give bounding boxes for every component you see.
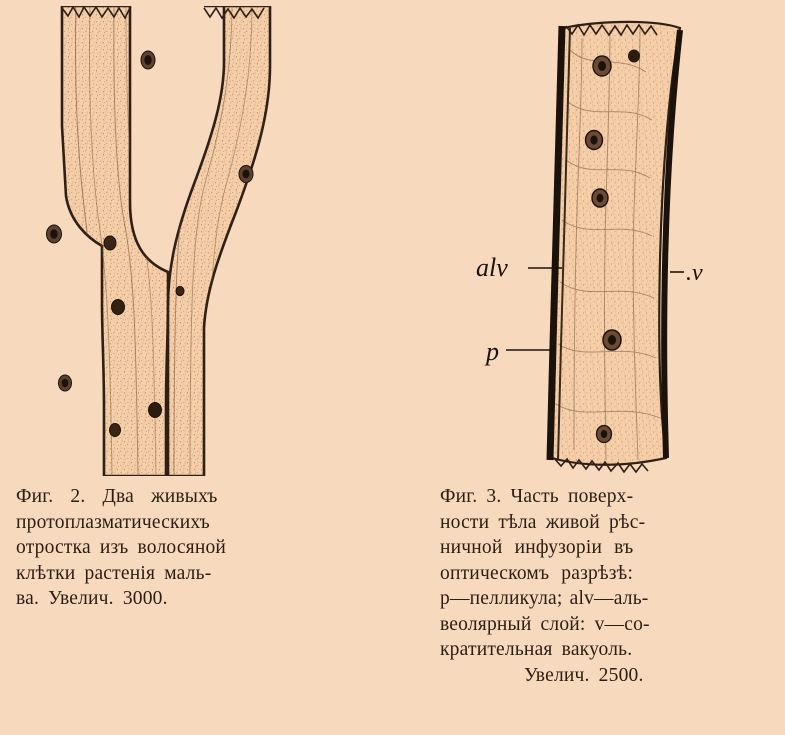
label-v: .v	[686, 260, 703, 286]
figure-2-caption-line-5: ва. Увелич. 3000.	[16, 588, 168, 609]
label-alv: alv	[476, 253, 508, 282]
figure-2-illustration	[18, 6, 338, 476]
figure-2-caption-line-1: Фиг. 2. Два живыхъ	[16, 486, 218, 507]
figure-2-caption-line-3: отростка изъ волосяной	[16, 537, 227, 558]
figure-3-caption	[440, 484, 770, 688]
figure-3-caption-line-7: кратительная вакуоль.	[440, 639, 633, 660]
figure-2-caption-line-2: протоплазматическихъ	[16, 511, 210, 533]
figure-3-caption-line-8: Увелич. 2500.	[524, 664, 644, 686]
figure-3-caption-line-5: p—пелликула; alv—аль-	[440, 588, 649, 609]
figure-3-caption-line-3: ничной инфузоріи въ	[440, 537, 634, 558]
figure-3-caption-line-6: веолярный слой: v—со-	[440, 613, 650, 635]
figure-2-caption	[16, 484, 336, 612]
figure-2-caption-line-4: клѣтки растенія маль-	[16, 562, 212, 584]
figure-3-caption-line-2: ности тѣла живой рѣс-	[440, 511, 646, 533]
label-p: p	[486, 337, 499, 366]
figure-3-caption-line-4: оптическомъ разрѣзѣ:	[440, 562, 634, 584]
figure-3-illustration	[470, 10, 770, 475]
figure-3-caption-line-1: Фиг. 3. Часть поверх-	[440, 486, 634, 507]
